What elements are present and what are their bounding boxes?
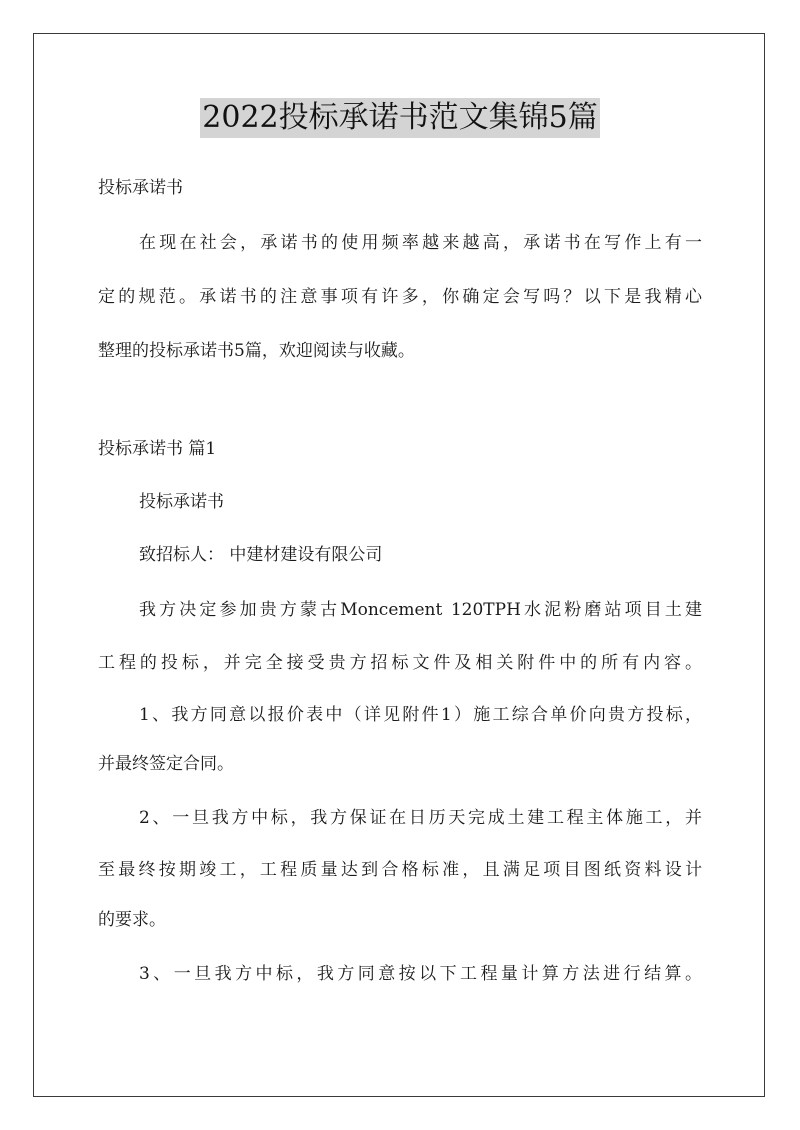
addressee-line: 致招标人： 中建材建设有限公司 [139, 545, 383, 565]
item-1-line-2: 并最终签定合同。 [98, 754, 234, 774]
intro-line-3: 整理的投标承诺书5篇，欢迎阅读与收藏。 [98, 341, 415, 361]
intro-line-2: 定的规范。承诺书的注意事项有许多，你确定会写吗？以下是我精心 [98, 287, 702, 307]
item-2-line-1: 2、一旦我方中标，我方保证在日历天完成土建工程主体施工，并 [139, 808, 702, 828]
item-1-line-1: 1、我方同意以报价表中（详见附件1）施工综合单价向贵方投标， [139, 705, 702, 725]
item-3-line-1: 3、一旦我方中标，我方同意按以下工程量计算方法进行结算。 [139, 964, 702, 984]
article-subtitle: 投标承诺书 [139, 492, 224, 512]
title-container [0, 98, 800, 138]
paragraph-1-line-2: 工程的投标，并完全接受贵方招标文件及相关附件中的所有内容。 [98, 653, 702, 673]
section-heading: 投标承诺书 [98, 178, 183, 198]
item-2-line-3: 的要求。 [98, 910, 166, 930]
item-2-line-2: 至最终按期竣工，工程质量达到合格标准，且满足项目图纸资料设计 [98, 860, 702, 880]
paragraph-1-line-1: 我方决定参加贵方蒙古Moncement 120TPH水泥粉磨站项目土建 [139, 600, 702, 620]
article-heading: 投标承诺书 篇1 [98, 439, 217, 459]
document-title: 2022投标承诺书范文集锦5篇 [200, 98, 599, 138]
intro-line-1: 在现在社会，承诺书的使用频率越来越高，承诺书在写作上有一 [139, 233, 702, 253]
